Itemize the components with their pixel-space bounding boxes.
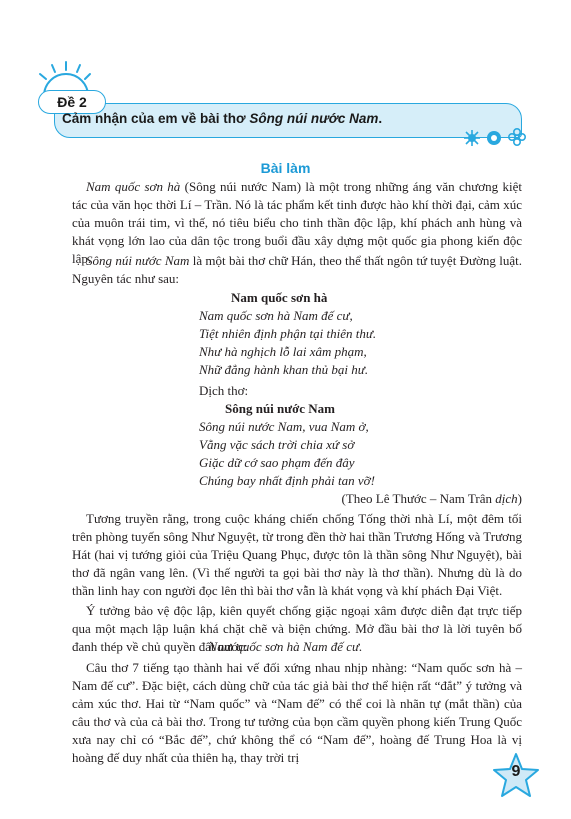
poem-original-line: Như hà nghịch lỗ lai xâm phạm, [199, 344, 367, 359]
paragraph-legend: Tương truyền rằng, trong cuộc kháng chiến chống Tống thời nhà Lí, một đêm tối trên phòng tuyến sông Như Nguyệt, từ trong đền thờ hai thần Trương Hống và Trương Hát (hai vị tướng giỏi của Triệu Quang Phục, được tôn là thần sông Như Nguyệt), bài thơ đã ngân vang lên. (Vì thế người ta gọi bài thơ này là thơ thần). Nhưng dù là do thần linh hay con người đọc lên thì bài thơ vẫn là khát vọng và khí phách Đại Việt. [72, 511, 522, 598]
paragraph-analysis: Câu thơ 7 tiếng tạo thành hai vế đối xứng nhau nhịp nhàng: “Nam quốc sơn hà – Nam đế cư”. Đặc biệt, cách dùng chữ của tác giả bài thơ thể hiện rất “đắt” ý tưởng và cảm xúc thơ. Hai từ “Nam quốc” và “Nam đế” có thể coi là nhãn tự (mắt thần) của câu thơ và của cả bài thơ. Trong tư tưởng của bọn cầm quyền phong kiến Trung Quốc xưa nay chỉ có “Bắc đế”, chứ không thể có “Nam đế”, hoàng đế Trung Hoa là vị hoàng đế duy nhất của thiên hạ, thay trời trị [72, 660, 522, 765]
poem-original-line: Tiệt nhiên định phận tại thiên thư. [199, 326, 377, 341]
poem-translation-line: Vằng vặc sách trời chia xứ sở [199, 437, 355, 452]
paragraph-form: Sông núi nước Nam là một bài thơ chữ Hán, theo thể thất ngôn tứ tuyệt Đường luật. Nguyên tác như sau: [72, 253, 522, 286]
quote-line: Nam quốc sơn hà Nam đế cư. [208, 639, 363, 654]
poem-original-title: Nam quốc sơn hà [231, 290, 328, 305]
poem-translation-line: Chúng bay nhất định phải tan vỡ! [199, 473, 375, 488]
flower-icon [462, 124, 528, 148]
poem-original-line: Nam quốc sơn hà Nam đế cư, [199, 308, 353, 323]
page-number: 9 [511, 763, 521, 780]
translation-label: Dịch thơ: [199, 383, 249, 398]
essay-heading: Bài làm [260, 160, 311, 176]
exercise-badge: Đề 2 [38, 90, 106, 114]
translation-credit: (Theo Lê Thước – Nam Trân dịch) [341, 491, 522, 506]
paragraph-argument: Ý tưởng bảo vệ độc lập, kiên quyết chống giặc ngoại xâm được diễn đạt trực tiếp qua một mạch lập luận khá chặt chẽ và biện chứng. Mở đầu bài thơ là lời tuyên bố đanh thép về chủ quyền đất nước: [72, 603, 522, 654]
poem-original-line: Nhữ đẳng hành khan thủ bại hư. [199, 362, 369, 377]
exercise-title: Cảm nhận của em về bài thơ Sông núi nước Nam. [62, 111, 383, 126]
poem-translation-title: Sông núi nước Nam [225, 401, 335, 416]
poem-translation-line: Giặc dữ cớ sao phạm đến đây [199, 455, 355, 470]
poem-translation-line: Sông núi nước Nam, vua Nam ở, [199, 419, 369, 434]
paragraph-intro: Nam quốc sơn hà (Sông núi nước Nam) là một trong những áng văn chương kiệt tác của văn học thời Lí – Trần. Nó là tác phẩm kết tinh được hào khí thời đại, cảm xúc của muôn trái tim, vì thế, nó tiêu biểu cho tinh thần độc lập, khí phách anh hùng và khát vọng lớn lao của dân tộc trong buổi đầu xây dựng một quốc gia phong kiến độc lập. [72, 179, 523, 266]
